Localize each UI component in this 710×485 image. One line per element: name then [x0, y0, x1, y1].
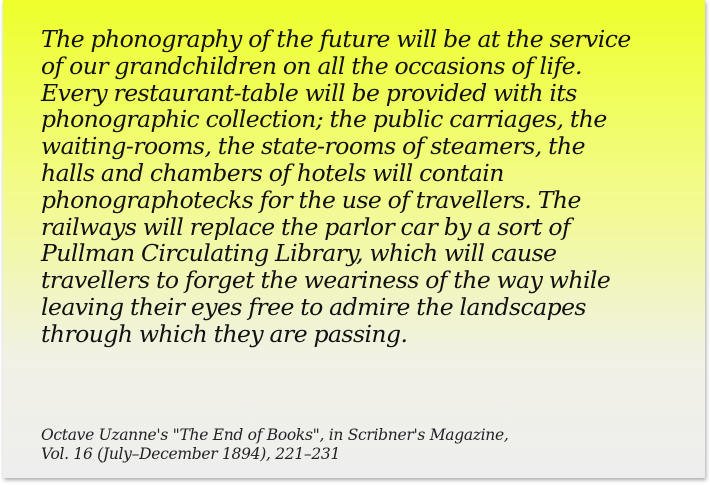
quote-card [3, 0, 705, 478]
quote-line: The phonography of the future will be at the service [41, 25, 631, 53]
citation-line: Vol. 16 (July–December 1894), 221–231 [41, 445, 341, 463]
quote-line: through which they are passing. [41, 319, 408, 348]
quote-line: phonographotecks for the use of travellers. The [41, 185, 581, 214]
quote-line: Pullman Circulating Library, which will cause [41, 239, 557, 268]
quote-citation [41, 426, 509, 464]
quote-line: leaving their eyes free to admire the landscapes [41, 292, 586, 321]
quote-line: railways will replace the parlor car by a sort of [41, 212, 571, 241]
quote-line: of our grandchildren on all the occasions of life. [41, 51, 582, 80]
quote-line: Every restaurant-table will be provided with its [41, 78, 577, 107]
quote-line: travellers to forget the weariness of the way while [41, 266, 611, 295]
quote-line: halls and chambers of hotels will contain [41, 158, 504, 187]
quote-line: phonographic collection; the public carriages, the [41, 105, 607, 134]
citation-line: Octave Uzanne's "The End of Books", in Scribner's Magazine, [41, 426, 509, 444]
quote-text [41, 26, 691, 348]
quote-line: waiting-rooms, the state-rooms of steamers, the [41, 132, 585, 161]
